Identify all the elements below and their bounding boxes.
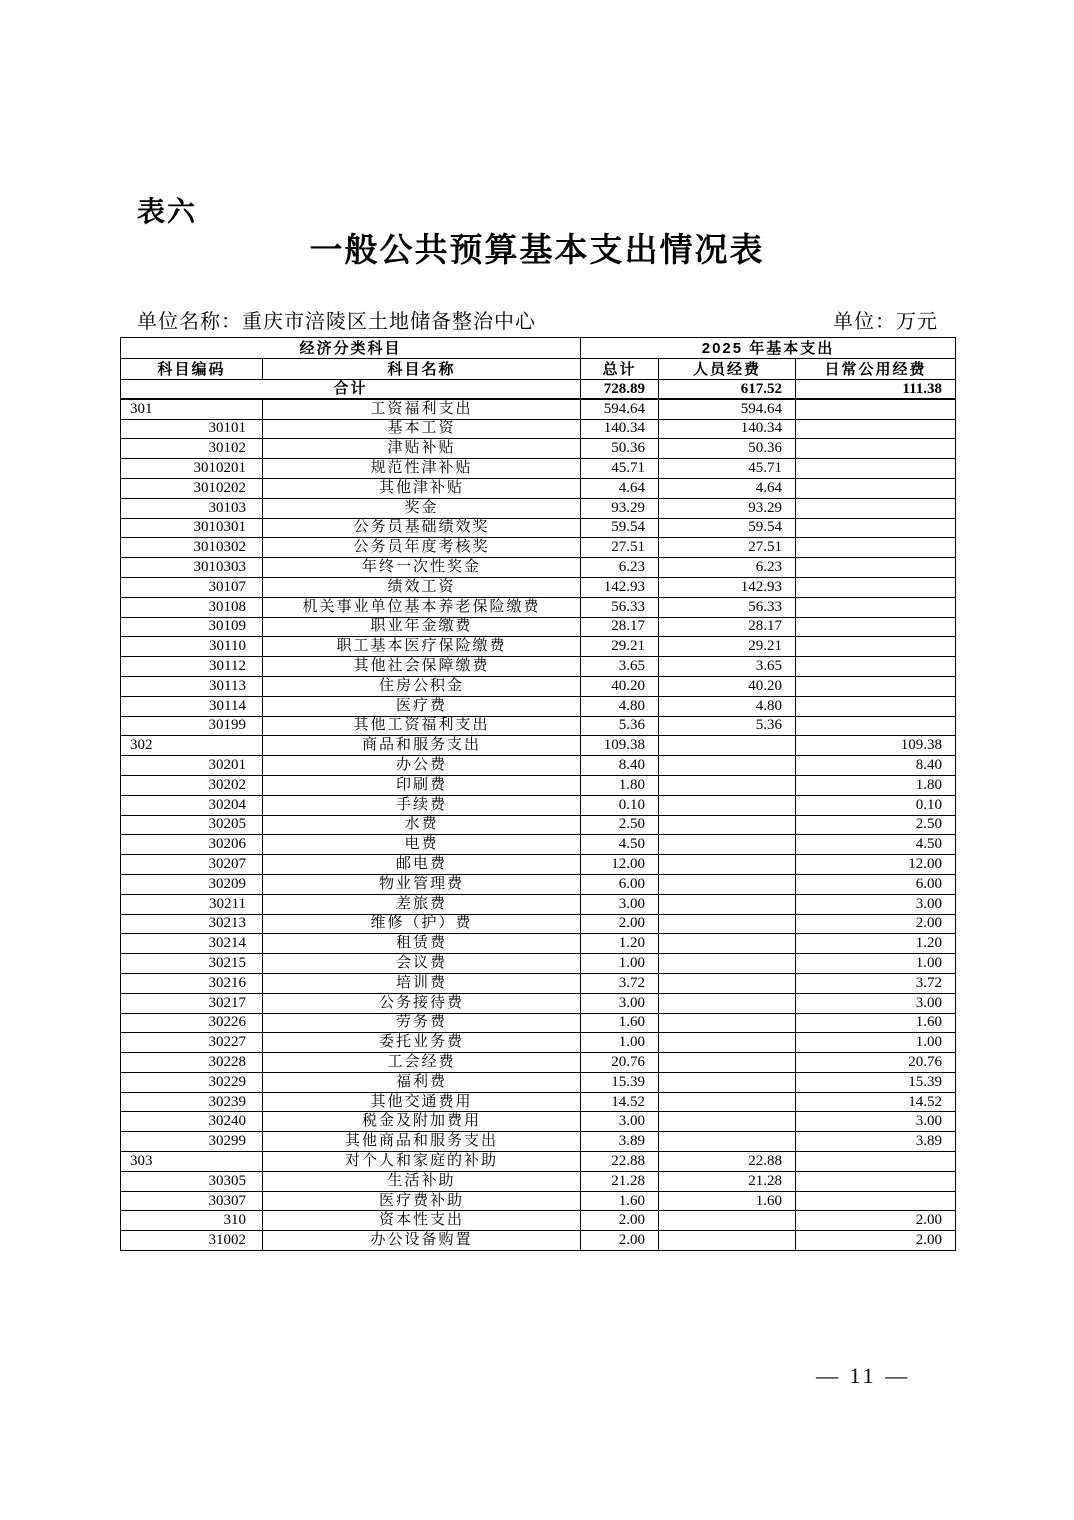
subject-name-cell: 职工基本医疗保险缴费 (263, 637, 581, 657)
subject-code-cell: 30215 (121, 954, 263, 974)
total-value-cell: 3.00 (581, 993, 659, 1013)
personnel-value-cell: 4.64 (659, 478, 796, 498)
total-value-cell: 3.00 (581, 1112, 659, 1132)
daily-value-cell: 12.00 (796, 855, 956, 875)
subject-code-cell: 30229 (121, 1072, 263, 1092)
daily-value-cell (796, 696, 956, 716)
total-value-cell: 21.28 (581, 1171, 659, 1191)
daily-value-cell: 8.40 (796, 756, 956, 776)
subject-code-cell: 30112 (121, 657, 263, 677)
subject-code-cell: 3010202 (121, 478, 263, 498)
daily-value-cell: 3.00 (796, 894, 956, 914)
personnel-value-cell (659, 1092, 796, 1112)
personnel-value-cell: 140.34 (659, 419, 796, 439)
personnel-value-cell: 3.65 (659, 657, 796, 677)
personnel-value-cell: 45.71 (659, 459, 796, 479)
daily-value-cell (796, 597, 956, 617)
table-row (121, 419, 956, 439)
table-row (121, 478, 956, 498)
subject-name-cell: 工资福利支出 (263, 399, 581, 419)
daily-value-cell (796, 498, 956, 518)
total-value-cell: 5.36 (581, 716, 659, 736)
table-row (121, 1211, 956, 1231)
table-row (121, 597, 956, 617)
subject-name-cell: 津贴补贴 (263, 439, 581, 459)
personnel-value-cell: 1.60 (659, 1191, 796, 1211)
subject-code-cell: 310 (121, 1211, 263, 1231)
subject-name-cell: 其他商品和服务支出 (263, 1132, 581, 1152)
subject-name-cell: 租赁费 (263, 934, 581, 954)
table-row (121, 914, 956, 934)
table-row (121, 498, 956, 518)
subject-name-cell: 福利费 (263, 1072, 581, 1092)
header-group-row (121, 338, 956, 359)
sheet-label: 表六 (137, 196, 198, 227)
header-columns-row (121, 359, 956, 380)
total-value-cell: 3.89 (581, 1132, 659, 1152)
subject-code-cell: 30199 (121, 716, 263, 736)
table-row (121, 399, 956, 419)
personnel-value-cell: 142.93 (659, 577, 796, 597)
personnel-value-cell (659, 914, 796, 934)
total-value-cell: 15.39 (581, 1072, 659, 1092)
subject-code-cell: 30205 (121, 815, 263, 835)
daily-value-cell (796, 419, 956, 439)
daily-value-cell: 14.52 (796, 1092, 956, 1112)
unit-name: 单位名称：重庆市涪陵区土地储备整治中心 (137, 311, 536, 333)
subject-name-cell: 生活补助 (263, 1171, 581, 1191)
personnel-value-cell (659, 855, 796, 875)
daily-value-cell (796, 399, 956, 419)
total-value-cell: 56.33 (581, 597, 659, 617)
total-value-cell: 45.71 (581, 459, 659, 479)
total-value-cell: 93.29 (581, 498, 659, 518)
total-value-cell: 28.17 (581, 617, 659, 637)
document-title: 一般公共预算基本支出情况表 (309, 231, 765, 268)
subject-code-cell: 30108 (121, 597, 263, 617)
table-row (121, 1191, 956, 1211)
table-row (121, 716, 956, 736)
personnel-value-cell: 27.51 (659, 538, 796, 558)
table-row (121, 1152, 956, 1172)
header-subject-code: 科目编码 (121, 359, 263, 380)
daily-value-cell (796, 637, 956, 657)
personnel-value-cell: 29.21 (659, 637, 796, 657)
total-value-cell: 109.38 (581, 736, 659, 756)
daily-value-cell (796, 518, 956, 538)
personnel-value-cell (659, 835, 796, 855)
table-row (121, 439, 956, 459)
personnel-value-cell (659, 1132, 796, 1152)
total-value-cell: 22.88 (581, 1152, 659, 1172)
daily-value-cell (796, 558, 956, 578)
subject-code-cell: 30113 (121, 676, 263, 696)
total-value-cell: 1.60 (581, 1013, 659, 1033)
personnel-value-cell: 93.29 (659, 498, 796, 518)
table-row (121, 459, 956, 479)
total-value-cell: 40.20 (581, 676, 659, 696)
subject-name-cell: 其他津补贴 (263, 478, 581, 498)
personnel-value-cell (659, 815, 796, 835)
daily-value-cell: 3.89 (796, 1132, 956, 1152)
total-value-cell: 12.00 (581, 855, 659, 875)
total-value-cell: 50.36 (581, 439, 659, 459)
header-personnel-expense: 人员经费 (659, 359, 796, 380)
table-row (121, 874, 956, 894)
table-row (121, 1171, 956, 1191)
daily-value-cell: 3.00 (796, 1112, 956, 1132)
personnel-value-cell: 28.17 (659, 617, 796, 637)
table-row (121, 577, 956, 597)
daily-value-cell (796, 617, 956, 637)
daily-value-cell: 15.39 (796, 1072, 956, 1092)
personnel-value-cell (659, 973, 796, 993)
personnel-value-cell (659, 756, 796, 776)
table-row (121, 775, 956, 795)
table-row (121, 973, 956, 993)
subject-code-cell: 30101 (121, 419, 263, 439)
daily-value-cell: 109.38 (796, 736, 956, 756)
total-value-cell: 59.54 (581, 518, 659, 538)
subject-name-cell: 医疗费 (263, 696, 581, 716)
subject-name-cell: 物业管理费 (263, 874, 581, 894)
table-row (121, 1013, 956, 1033)
subject-code-cell: 30209 (121, 874, 263, 894)
total-value-cell: 140.34 (581, 419, 659, 439)
subject-code-cell: 30109 (121, 617, 263, 637)
table-row (121, 676, 956, 696)
daily-value-cell (796, 577, 956, 597)
personnel-value-cell (659, 1112, 796, 1132)
total-value-cell: 14.52 (581, 1092, 659, 1112)
total-value-cell: 2.50 (581, 815, 659, 835)
total-value-cell: 3.72 (581, 973, 659, 993)
total-row-daily: 111.38 (796, 380, 956, 400)
subject-code-cell: 30217 (121, 993, 263, 1013)
subject-name-cell: 公务接待费 (263, 993, 581, 1013)
subject-code-cell: 30110 (121, 637, 263, 657)
subject-name-cell: 邮电费 (263, 855, 581, 875)
personnel-value-cell: 50.36 (659, 439, 796, 459)
table-row (121, 835, 956, 855)
personnel-value-cell (659, 1053, 796, 1073)
total-value-cell: 4.50 (581, 835, 659, 855)
subject-name-cell: 对个人和家庭的补助 (263, 1152, 581, 1172)
daily-value-cell: 2.00 (796, 914, 956, 934)
personnel-value-cell: 40.20 (659, 676, 796, 696)
subject-name-cell: 其他社会保障缴费 (263, 657, 581, 677)
personnel-value-cell (659, 736, 796, 756)
subject-code-cell: 3010303 (121, 558, 263, 578)
table-body (121, 380, 956, 1251)
subject-code-cell: 301 (121, 399, 263, 419)
unit-info-row (137, 305, 938, 334)
total-value-cell: 1.00 (581, 954, 659, 974)
subject-name-cell: 奖金 (263, 498, 581, 518)
subject-name-cell: 医疗费补助 (263, 1191, 581, 1211)
total-value-cell: 1.60 (581, 1191, 659, 1211)
subject-name-cell: 会议费 (263, 954, 581, 974)
table-row (121, 993, 956, 1013)
unit-of-measure: 单位：万元 (833, 311, 938, 333)
subject-name-cell: 基本工资 (263, 419, 581, 439)
table-row (121, 657, 956, 677)
header-economic-class: 经济分类科目 (121, 338, 581, 359)
daily-value-cell (796, 657, 956, 677)
total-value-cell: 1.00 (581, 1033, 659, 1053)
subject-code-cell: 30213 (121, 914, 263, 934)
total-value-cell: 1.20 (581, 934, 659, 954)
personnel-value-cell (659, 795, 796, 815)
table-row (121, 855, 956, 875)
daily-value-cell (796, 1171, 956, 1191)
personnel-value-cell (659, 894, 796, 914)
total-value-cell: 2.00 (581, 1211, 659, 1231)
daily-value-cell (796, 1152, 956, 1172)
table-row (121, 954, 956, 974)
total-value-cell: 2.00 (581, 914, 659, 934)
daily-value-cell: 2.00 (796, 1211, 956, 1231)
subject-code-cell: 30299 (121, 1132, 263, 1152)
subject-name-cell: 印刷费 (263, 775, 581, 795)
table-row (121, 1072, 956, 1092)
subject-code-cell: 31002 (121, 1231, 263, 1251)
subject-name-cell: 商品和服务支出 (263, 736, 581, 756)
subject-name-cell: 住房公积金 (263, 676, 581, 696)
personnel-value-cell (659, 934, 796, 954)
total-value-cell: 4.80 (581, 696, 659, 716)
personnel-value-cell (659, 1231, 796, 1251)
table-row (121, 1231, 956, 1251)
table-row (121, 1092, 956, 1112)
subject-code-cell: 30240 (121, 1112, 263, 1132)
subject-name-cell: 年终一次性奖金 (263, 558, 581, 578)
table-row (121, 1112, 956, 1132)
table-row (121, 518, 956, 538)
total-value-cell: 8.40 (581, 756, 659, 776)
subject-name-cell: 工会经费 (263, 1053, 581, 1073)
total-value-cell: 3.00 (581, 894, 659, 914)
total-value-cell: 2.00 (581, 1231, 659, 1251)
header-total: 总计 (581, 359, 659, 380)
daily-value-cell: 2.00 (796, 1231, 956, 1251)
subject-code-cell: 30114 (121, 696, 263, 716)
subject-name-cell: 资本性支出 (263, 1211, 581, 1231)
subject-code-cell: 3010201 (121, 459, 263, 479)
table-row (121, 617, 956, 637)
personnel-value-cell (659, 874, 796, 894)
subject-code-cell: 30202 (121, 775, 263, 795)
subject-name-cell: 公务员基础绩效奖 (263, 518, 581, 538)
table-row (121, 1053, 956, 1073)
subject-code-cell: 30239 (121, 1092, 263, 1112)
total-row-total: 728.89 (581, 380, 659, 400)
daily-value-cell: 2.50 (796, 815, 956, 835)
table-row (121, 894, 956, 914)
personnel-value-cell: 21.28 (659, 1171, 796, 1191)
daily-value-cell: 3.00 (796, 993, 956, 1013)
personnel-value-cell (659, 1072, 796, 1092)
daily-value-cell (796, 538, 956, 558)
total-row (121, 380, 956, 400)
subject-name-cell: 公务员年度考核奖 (263, 538, 581, 558)
subject-name-cell: 办公费 (263, 756, 581, 776)
personnel-value-cell (659, 1211, 796, 1231)
daily-value-cell: 4.50 (796, 835, 956, 855)
subject-code-cell: 30216 (121, 973, 263, 993)
subject-code-cell: 30201 (121, 756, 263, 776)
subject-code-cell: 303 (121, 1152, 263, 1172)
personnel-value-cell: 594.64 (659, 399, 796, 419)
daily-value-cell: 1.80 (796, 775, 956, 795)
header-subject-name: 科目名称 (263, 359, 581, 380)
table-row (121, 1132, 956, 1152)
daily-value-cell: 1.00 (796, 1033, 956, 1053)
subject-name-cell: 劳务费 (263, 1013, 581, 1033)
daily-value-cell: 6.00 (796, 874, 956, 894)
subject-code-cell: 30204 (121, 795, 263, 815)
personnel-value-cell (659, 775, 796, 795)
table-row (121, 934, 956, 954)
subject-name-cell: 规范性津补贴 (263, 459, 581, 479)
subject-name-cell: 机关事业单位基本养老保险缴费 (263, 597, 581, 617)
total-value-cell: 6.23 (581, 558, 659, 578)
daily-value-cell (796, 459, 956, 479)
table-header (121, 338, 956, 380)
total-row-personnel: 617.52 (659, 380, 796, 400)
daily-value-cell (796, 1191, 956, 1211)
subject-code-cell: 3010302 (121, 538, 263, 558)
table-row (121, 795, 956, 815)
total-value-cell: 3.65 (581, 657, 659, 677)
personnel-value-cell: 5.36 (659, 716, 796, 736)
personnel-value-cell: 59.54 (659, 518, 796, 538)
subject-code-cell: 30102 (121, 439, 263, 459)
total-value-cell: 594.64 (581, 399, 659, 419)
total-value-cell: 6.00 (581, 874, 659, 894)
daily-value-cell: 1.00 (796, 954, 956, 974)
page-number: — 11 — (816, 1363, 911, 1388)
subject-name-cell: 税金及附加费用 (263, 1112, 581, 1132)
personnel-value-cell: 4.80 (659, 696, 796, 716)
table-row (121, 637, 956, 657)
subject-name-cell: 绩效工资 (263, 577, 581, 597)
personnel-value-cell (659, 1013, 796, 1033)
daily-value-cell (796, 716, 956, 736)
subject-name-cell: 维修（护）费 (263, 914, 581, 934)
personnel-value-cell: 56.33 (659, 597, 796, 617)
daily-value-cell (796, 478, 956, 498)
subject-name-cell: 水费 (263, 815, 581, 835)
personnel-value-cell (659, 954, 796, 974)
total-value-cell: 29.21 (581, 637, 659, 657)
table-row (121, 538, 956, 558)
subject-code-cell: 30305 (121, 1171, 263, 1191)
table-row (121, 558, 956, 578)
header-year-group: 2025 年基本支出 (581, 338, 956, 359)
subject-code-cell: 30227 (121, 1033, 263, 1053)
daily-value-cell: 20.76 (796, 1053, 956, 1073)
total-value-cell: 27.51 (581, 538, 659, 558)
subject-name-cell: 职业年金缴费 (263, 617, 581, 637)
subject-code-cell: 30103 (121, 498, 263, 518)
total-value-cell: 142.93 (581, 577, 659, 597)
daily-value-cell (796, 439, 956, 459)
subject-name-cell: 手续费 (263, 795, 581, 815)
table-row (121, 696, 956, 716)
table-row (121, 756, 956, 776)
table-row (121, 815, 956, 835)
table-row (121, 1033, 956, 1053)
subject-code-cell: 30226 (121, 1013, 263, 1033)
subject-code-cell: 30214 (121, 934, 263, 954)
personnel-value-cell: 22.88 (659, 1152, 796, 1172)
subject-code-cell: 3010301 (121, 518, 263, 538)
daily-value-cell (796, 676, 956, 696)
personnel-value-cell (659, 993, 796, 1013)
daily-value-cell: 0.10 (796, 795, 956, 815)
subject-code-cell: 302 (121, 736, 263, 756)
subject-name-cell: 差旅费 (263, 894, 581, 914)
subject-name-cell: 电费 (263, 835, 581, 855)
total-value-cell: 20.76 (581, 1053, 659, 1073)
subject-name-cell: 其他交通费用 (263, 1092, 581, 1112)
subject-name-cell: 委托业务费 (263, 1033, 581, 1053)
subject-code-cell: 30228 (121, 1053, 263, 1073)
personnel-value-cell: 6.23 (659, 558, 796, 578)
total-value-cell: 4.64 (581, 478, 659, 498)
subject-code-cell: 30207 (121, 855, 263, 875)
daily-value-cell: 1.20 (796, 934, 956, 954)
budget-table (120, 337, 956, 1251)
subject-name-cell: 办公设备购置 (263, 1231, 581, 1251)
subject-code-cell: 30206 (121, 835, 263, 855)
subject-code-cell: 30211 (121, 894, 263, 914)
subject-name-cell: 培训费 (263, 973, 581, 993)
header-daily-public-expense: 日常公用经费 (796, 359, 956, 380)
subject-code-cell: 30107 (121, 577, 263, 597)
table-row (121, 736, 956, 756)
subject-code-cell: 30307 (121, 1191, 263, 1211)
daily-value-cell: 3.72 (796, 973, 956, 993)
total-value-cell: 1.80 (581, 775, 659, 795)
personnel-value-cell (659, 1033, 796, 1053)
daily-value-cell: 1.60 (796, 1013, 956, 1033)
total-row-label: 合计 (121, 380, 581, 400)
total-value-cell: 0.10 (581, 795, 659, 815)
subject-name-cell: 其他工资福利支出 (263, 716, 581, 736)
